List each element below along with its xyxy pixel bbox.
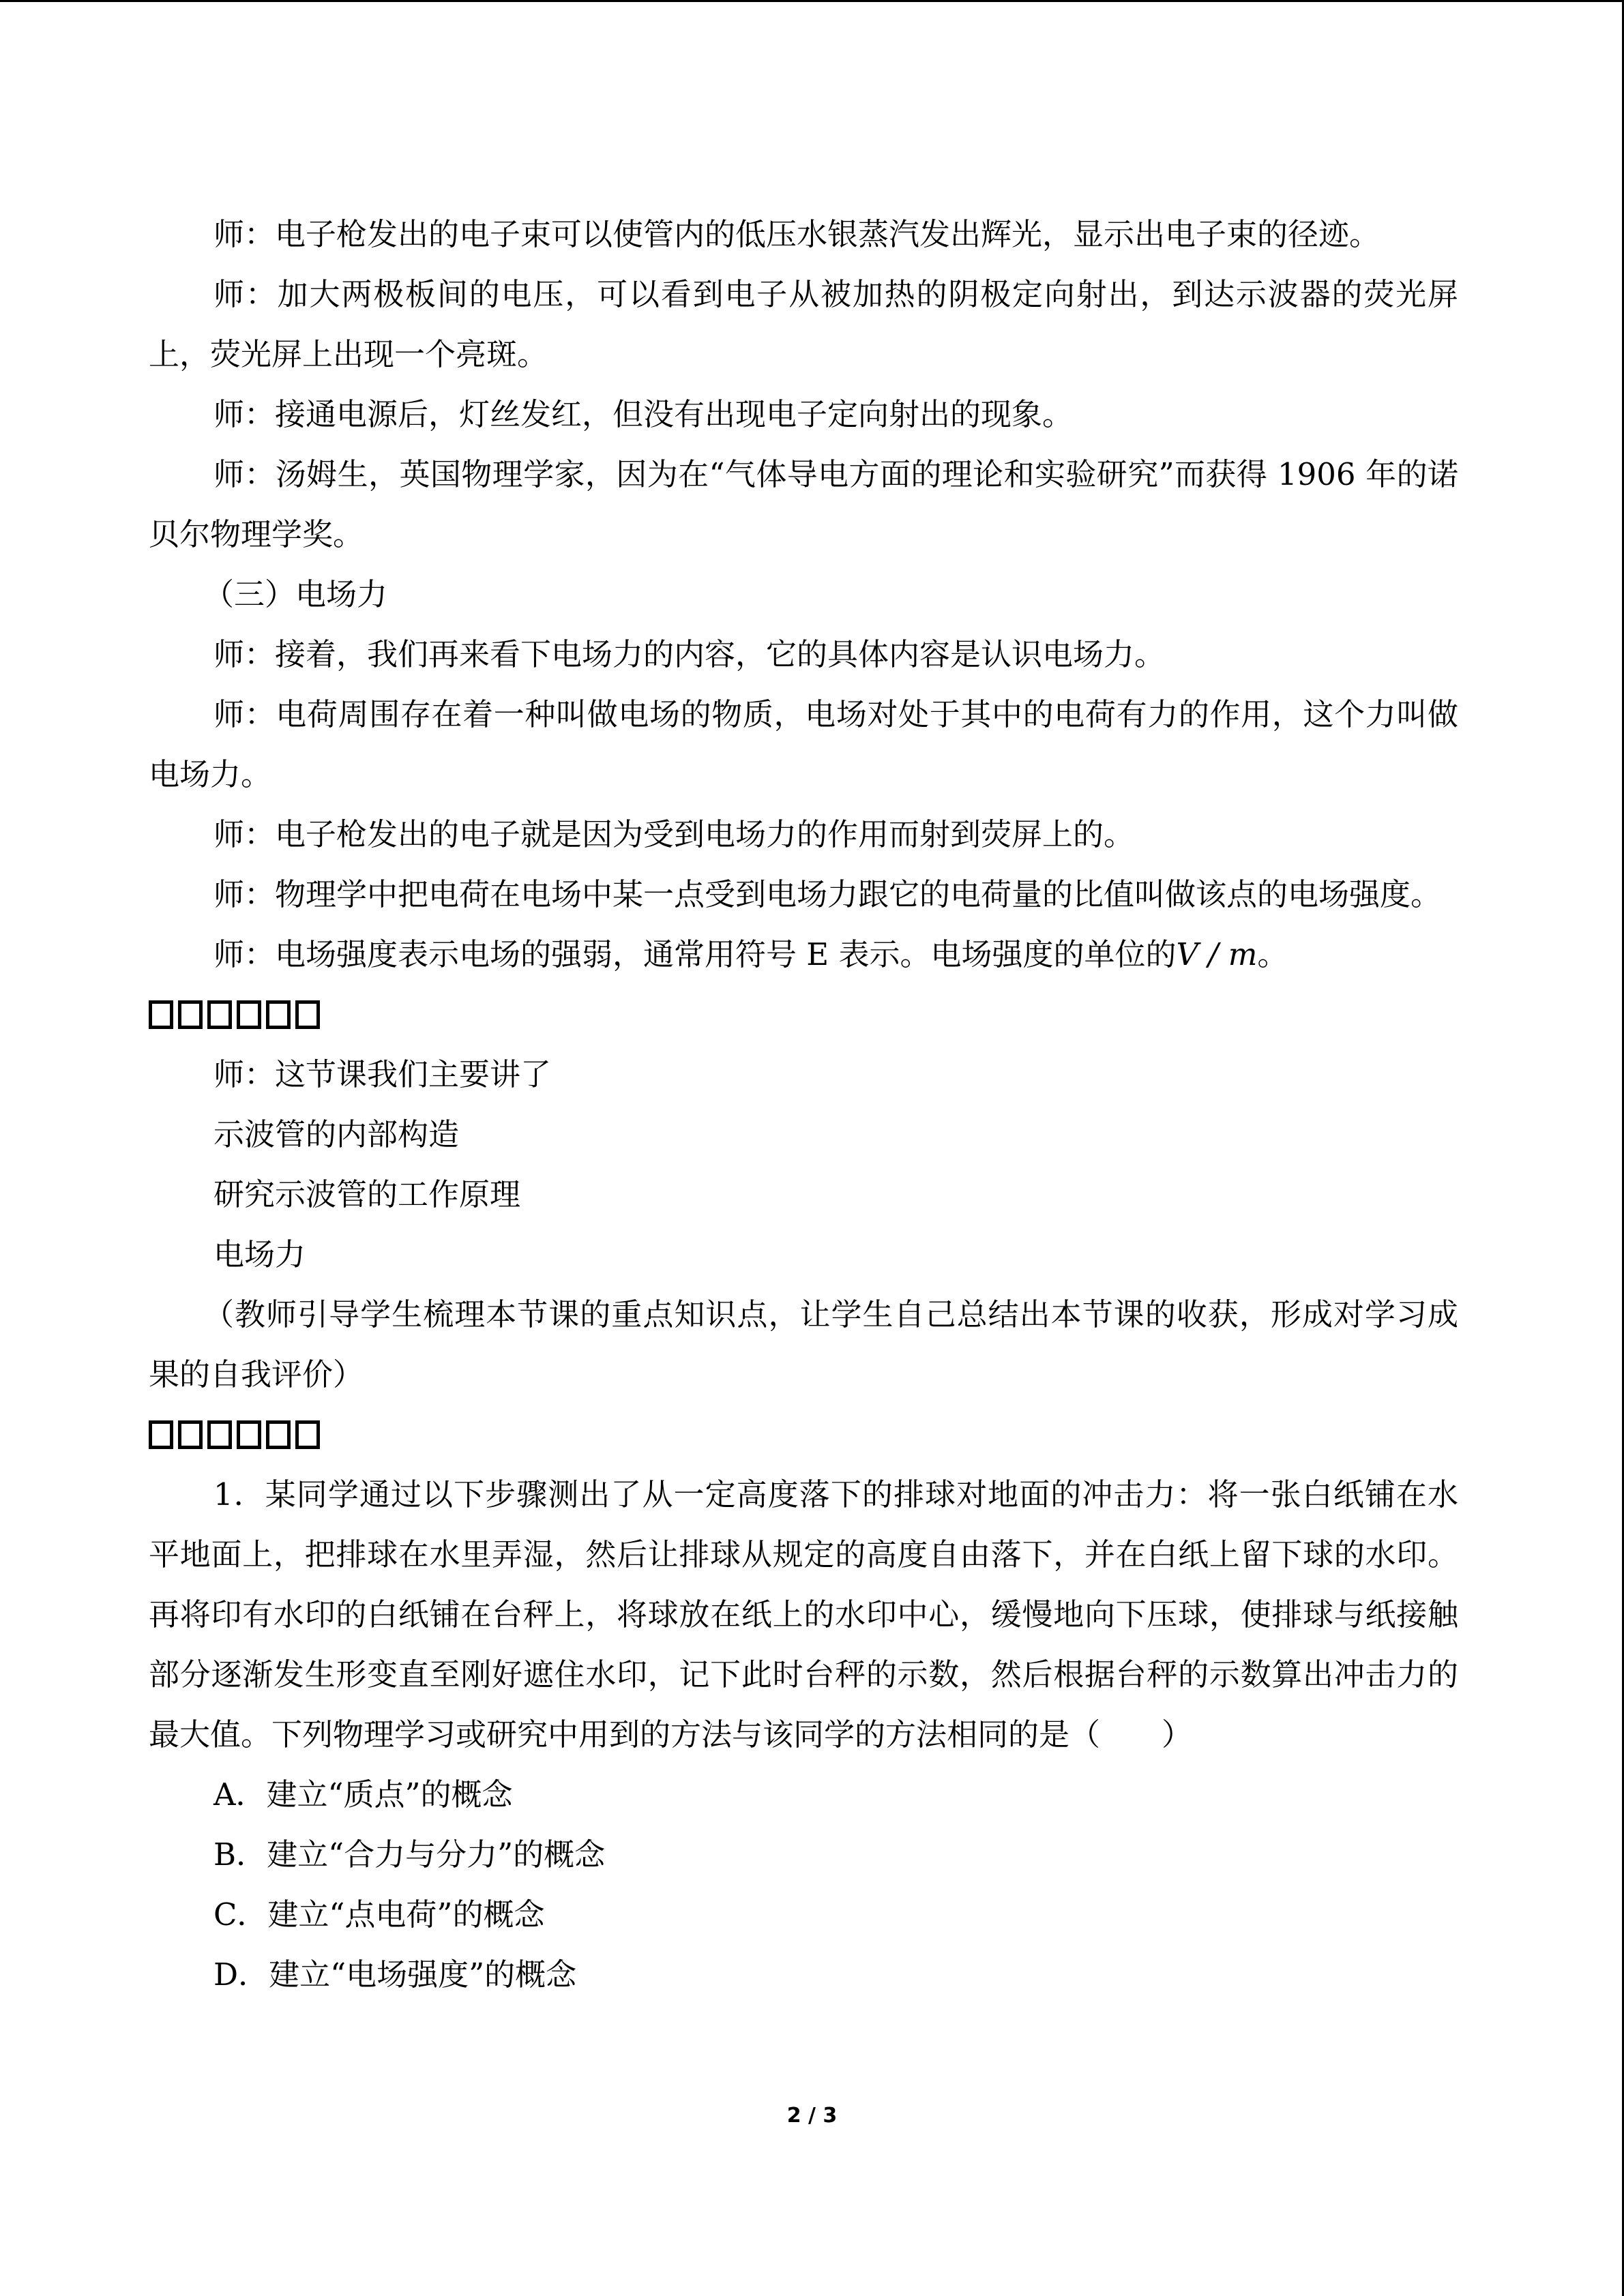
- missing-glyph-box: [295, 1000, 320, 1029]
- summary-item: 研究示波管的工作原理: [213, 1176, 521, 1212]
- paragraph: 师：接通电源后，灯丝发红，但没有出现电子定向射出的现象。: [213, 396, 1074, 432]
- paragraph: 师：加大两极板间的电压，可以看到电子从被加热的阴极定向射出，到达示波器的荧光屏上，荧光屏上出现一个亮斑。: [149, 276, 1458, 372]
- page-number: 2 / 3: [786, 2104, 838, 2128]
- paragraph: 师：汤姆生，英国物理学家，因为在“气体导电方面的理论和实验研究”而获得 1906 年的诺贝尔物理学奖。: [149, 456, 1458, 552]
- paragraph: 师：电荷周围存在着一种叫做电场的物质，电场对处于其中的电荷有力的作用，这个力叫做电场力。: [149, 696, 1458, 792]
- exercise-option-b: B．建立“合力与分力”的概念: [213, 1836, 606, 1873]
- missing-glyph-box: [149, 1420, 173, 1449]
- unit-text: 师：电场强度表示电场的强弱，通常用符号 E 表示。电场强度的单位的: [213, 936, 1177, 972]
- missing-glyph-box: [266, 1000, 291, 1029]
- page-border-top: [0, 0, 1624, 2]
- missing-glyph-box: [207, 1000, 232, 1029]
- paragraph-unit: [149, 925, 1458, 985]
- summary-intro: 师：这节课我们主要讲了: [213, 1056, 552, 1092]
- missing-glyph-box: [178, 1000, 203, 1029]
- missing-glyph-heading-exercise: [149, 1405, 1458, 1465]
- paragraph: 师：物理学中把电荷在电场中某一点受到电场力跟它的电荷量的比值叫做该点的电场强度。: [213, 876, 1442, 912]
- missing-glyph-box: [149, 1000, 173, 1029]
- document-body: [149, 205, 1458, 2005]
- missing-glyph-box: [266, 1420, 291, 1449]
- paragraph: 师：电子枪发出的电子束可以使管内的低压水银蒸汽发出辉光，显示出电子束的径迹。: [213, 216, 1381, 252]
- unit-end: 。: [1257, 936, 1288, 972]
- unit-symbol: V / m: [1176, 936, 1258, 972]
- missing-glyph-heading-summary: [149, 985, 1458, 1045]
- summary-item: 电场力: [213, 1236, 306, 1272]
- section-heading-electric-force: （三）电场力: [203, 576, 388, 612]
- exercise-question: 1．某同学通过以下步骤测出了从一定高度落下的排球对地面的冲击力：将一张白纸铺在水平地面上，把排球在水里弄湿，然后让排球从规定的高度自由落下，并在白纸上留下球的水印。再将印有水印的白纸铺在台秤上，将球放在纸上的水印中心，缓慢地向下压球，使排球与纸接触部分逐渐发生形变直至刚好遮住水印，记下此时台秤的示数，然后根据台秤的示数算出冲击力的最大值。下列物理学习或研究中用到的方法与该同学的方法相同的是（ ）: [149, 1476, 1458, 1753]
- exercise-option-a: A．建立“质点”的概念: [213, 1776, 513, 1813]
- paragraph: 师：接着，我们再来看下电场力的内容，它的具体内容是认识电场力。: [213, 636, 1166, 672]
- missing-glyph-box: [237, 1420, 261, 1449]
- missing-glyph-box: [178, 1420, 203, 1449]
- missing-glyph-box: [237, 1000, 261, 1029]
- exercise-option-c: C．建立“点电荷”的概念: [213, 1896, 545, 1933]
- exercise-option-d: D．建立“电场强度”的概念: [213, 1956, 577, 1993]
- summary-item: 示波管的内部构造: [213, 1116, 460, 1152]
- missing-glyph-box: [207, 1420, 232, 1449]
- paragraph: 师：电子枪发出的电子就是因为受到电场力的作用而射到荧屏上的。: [213, 816, 1135, 852]
- summary-note: （教师引导学生梳理本节课的重点知识点，让学生自己总结出本节课的收获，形成对学习成果的自我评价）: [149, 1296, 1458, 1392]
- missing-glyph-box: [295, 1420, 320, 1449]
